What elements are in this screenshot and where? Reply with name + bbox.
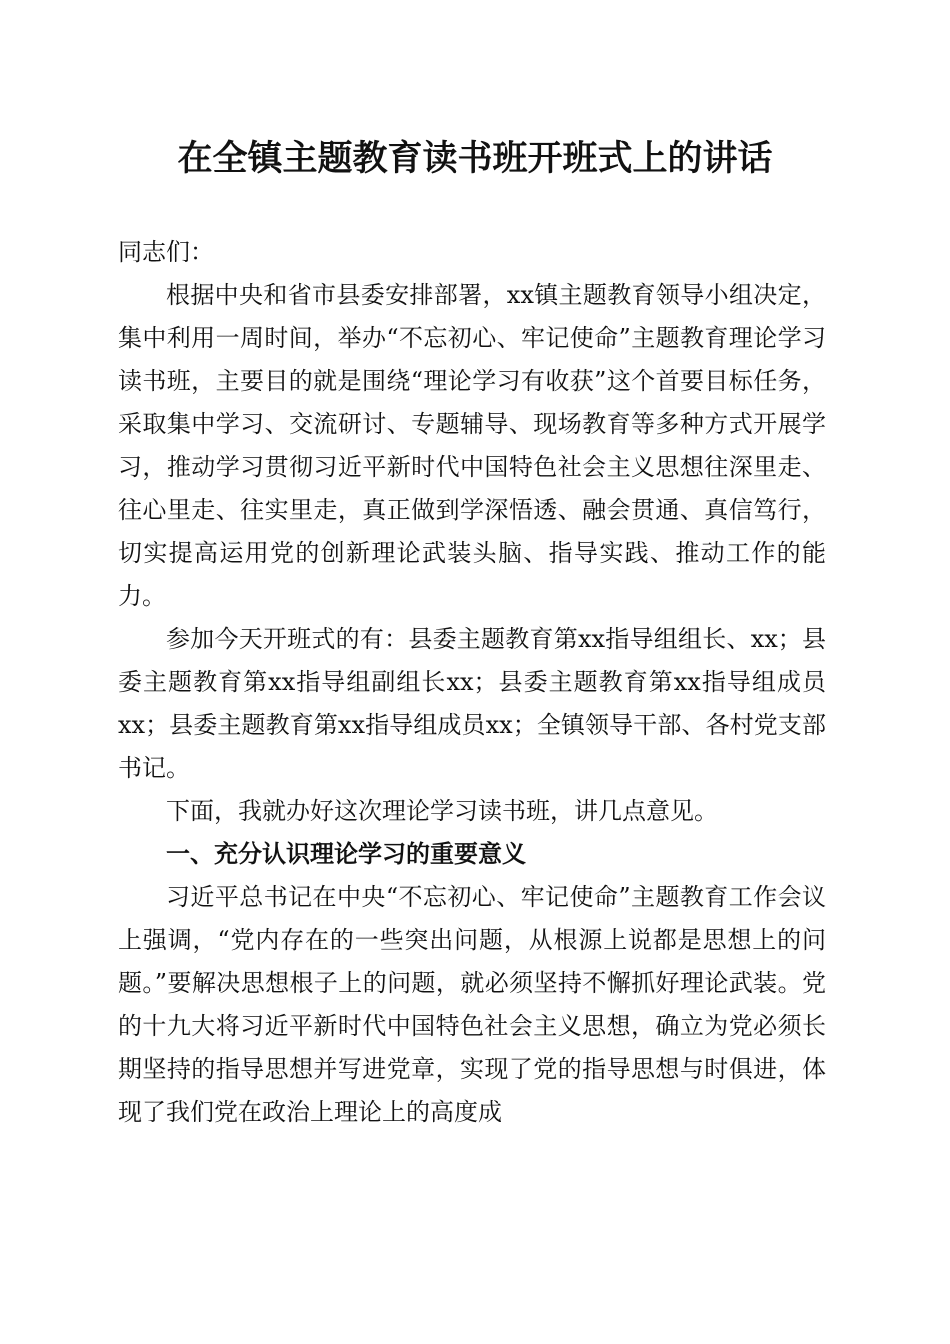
document-title: 在全镇主题教育读书班开班式上的讲话: [177, 138, 773, 179]
section-heading: 一、充分认识理论学习的重要意义: [166, 840, 526, 868]
paragraph-attendees: 参加今天开班式的有：县委主题教育第xx指导组组长、xx；县委主题教育第xx指导组副组长xx；县委主题教育第xx指导组成员xx；县委主题教育第xx指导组成员xx；全镇领导干部、各村党支部书记。: [118, 625, 826, 782]
salutation: 同志们：: [118, 238, 214, 266]
document-body: [118, 231, 826, 1134]
paragraph-transition: 下面，我就办好这次理论学习读书班，讲几点意见。: [166, 797, 718, 825]
paragraph-section-one: 习近平总书记在中央“不忘初心、牢记使命”主题教育工作会议上强调，“党内存在的一些突出问题，从根源上说都是思想上的问题。”要解决思想根子上的问题，就必须坚持不懈抓好理论武装。党的十九大将习近平新时代中国特色社会主义思想，确立为党必须长期坚持的指导思想并写进党章，实现了党的指导思想与时俱进，体现了我们党在政治上理论上的高度成: [118, 883, 826, 1126]
paragraph-intro: 根据中央和省市县委安排部署，xx镇主题教育领导小组决定，集中利用一周时间，举办“不忘初心、牢记使命”主题教育理论学习读书班，主要目的就是围绕“理论学习有收获”这个首要目标任务，采取集中学习、交流研讨、专题辅导、现场教育等多种方式开展学习，推动学习贯彻习近平新时代中国特色社会主义思想往深里走、往心里走、往实里走，真正做到学深悟透、融会贯通、真信笃行，切实提高运用党的创新理论武装头脑、指导实践、推动工作的能力。: [118, 281, 826, 610]
